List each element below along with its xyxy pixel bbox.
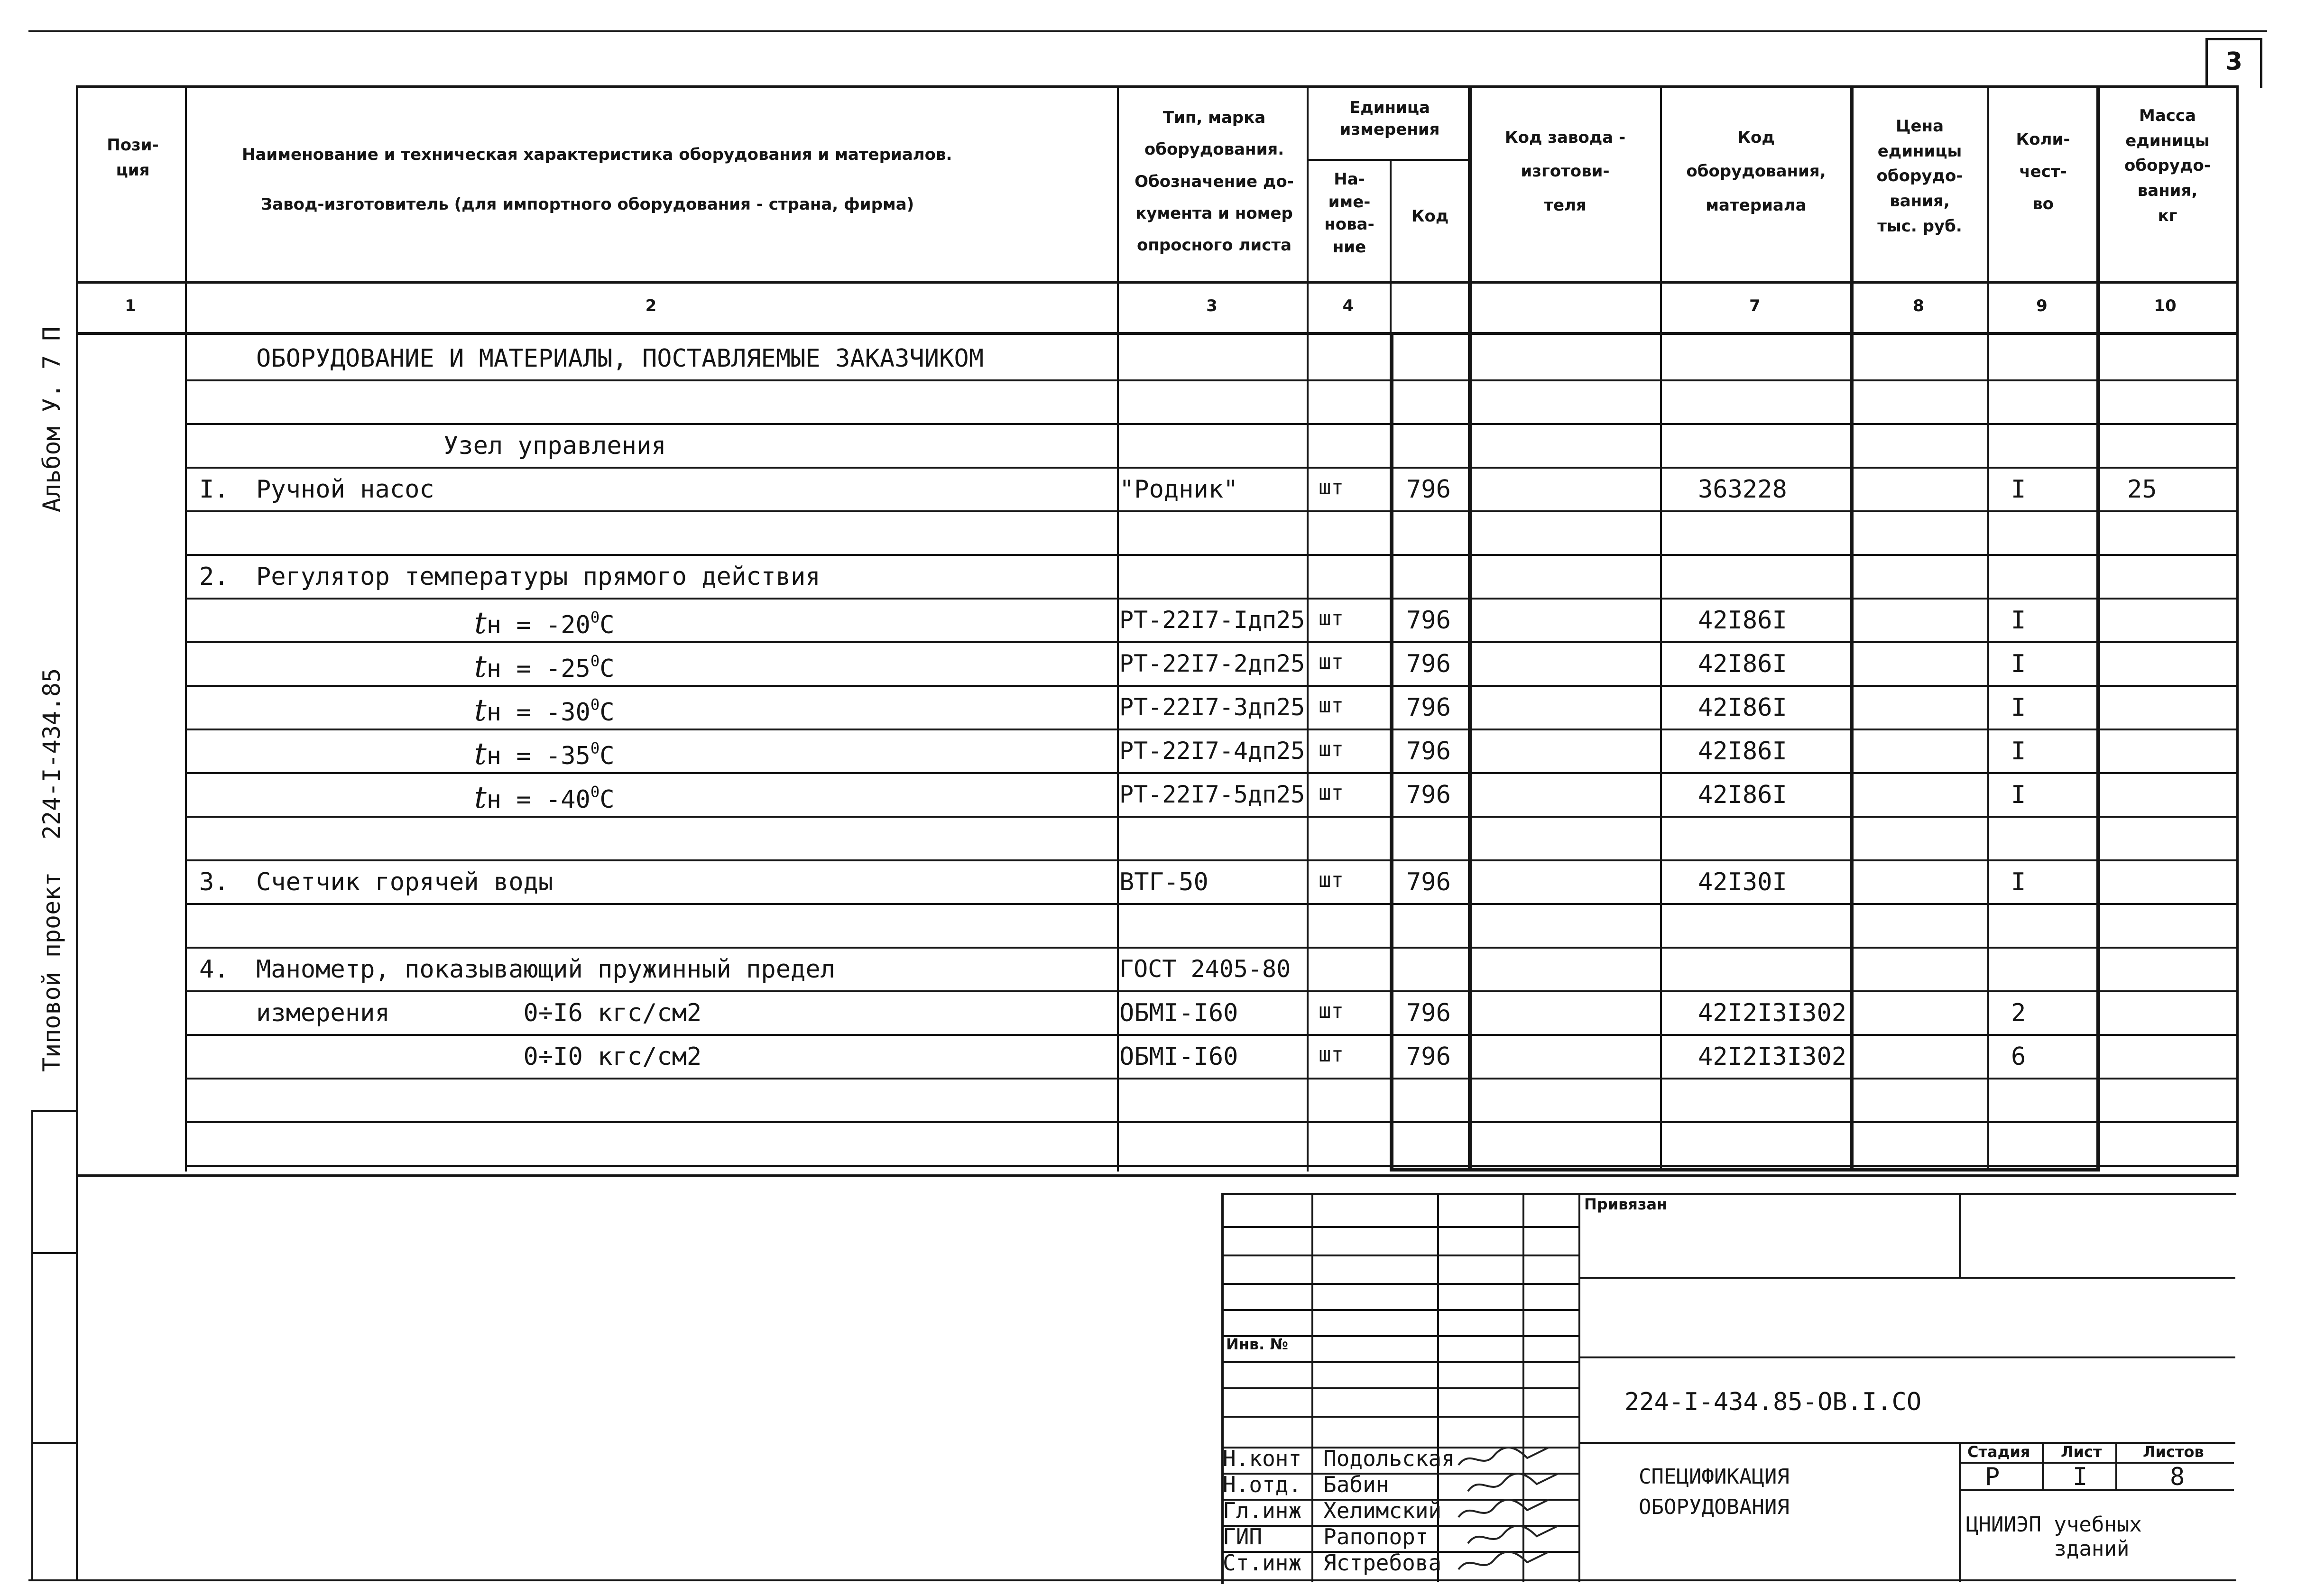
binding-strip-right bbox=[76, 1110, 78, 1579]
cell-unit: шт bbox=[1319, 781, 1344, 805]
col-divider-1 bbox=[185, 85, 187, 1172]
stamp-grid-row bbox=[1221, 1309, 1579, 1311]
page-bottom-rule bbox=[28, 1579, 2236, 1581]
table-row-rule bbox=[185, 510, 2236, 512]
signature-icon bbox=[1456, 1548, 1551, 1577]
cell-name: Счетчик горячей воды bbox=[256, 868, 553, 896]
colnum-bottom-rule bbox=[76, 332, 2236, 335]
stamp-divider-main bbox=[1578, 1193, 1580, 1582]
stamp-grid-row bbox=[1221, 1226, 1579, 1228]
cell-equip-code: 42I86I bbox=[1698, 737, 1787, 766]
side-typical: Типовой проект bbox=[38, 872, 65, 1072]
colnum-1: 1 bbox=[125, 296, 136, 315]
stamp-stage: Р bbox=[1985, 1463, 2000, 1491]
cell-name: Узел управления bbox=[443, 432, 666, 460]
cell-equip-code: 363228 bbox=[1698, 475, 1787, 504]
stamp-doc-code: 224-I-434.85-ОВ.I.СО bbox=[1624, 1388, 1922, 1416]
signer-role: Ст.инж bbox=[1223, 1550, 1302, 1576]
header-unit-name: На- име- нова- ние bbox=[1324, 170, 1375, 257]
signer-name: Хелимский bbox=[1323, 1498, 1442, 1523]
body-bottom-thick bbox=[1390, 1168, 2100, 1172]
sheet-number: 3 bbox=[2225, 47, 2243, 76]
signer-role: ГИП bbox=[1223, 1524, 1263, 1550]
cell-code: 796 bbox=[1406, 781, 1451, 809]
cell-name: Манометр, показывающий пружинный предел bbox=[256, 955, 835, 984]
colnum-2: 2 bbox=[645, 296, 657, 315]
table-row-rule bbox=[185, 903, 2236, 905]
stamp-divider-privyazan bbox=[1959, 1193, 1961, 1278]
stamp-grid-row bbox=[1221, 1387, 1579, 1389]
cell-qty: I bbox=[2011, 475, 2026, 504]
cell-equip-code: 42I30I bbox=[1698, 868, 1787, 896]
cell-name: tн = $-35^0С$ bbox=[474, 737, 615, 772]
binding-strip-left bbox=[31, 1110, 33, 1579]
cell-name: tн = $-30^0С$ bbox=[474, 693, 615, 728]
cell-mass: 25 bbox=[2127, 475, 2157, 504]
colnum-4: 4 bbox=[1342, 296, 1354, 315]
cell-name: tн = $-20^0С$ bbox=[474, 606, 615, 641]
cell-qty: 6 bbox=[2011, 1042, 2026, 1071]
signer-role: Н.отд. bbox=[1223, 1472, 1302, 1497]
cell-type: РТ-22I7-2дп25 bbox=[1119, 650, 1305, 677]
cell-code: 796 bbox=[1406, 475, 1451, 504]
cell-code: 796 bbox=[1406, 868, 1451, 896]
colnum-10: 10 bbox=[2154, 296, 2177, 315]
cell-unit: шт bbox=[1319, 868, 1344, 892]
binding-strip-line-2 bbox=[31, 1252, 78, 1254]
cell-code: 796 bbox=[1406, 999, 1451, 1027]
col-divider-7 bbox=[1850, 85, 1854, 1172]
signer-role: Гл.инж bbox=[1223, 1498, 1302, 1523]
stamp-rule-stage bbox=[1959, 1462, 2234, 1464]
cell-equip-code: 42I86I bbox=[1698, 693, 1787, 722]
signer-name: Бабин bbox=[1323, 1472, 1389, 1497]
stamp-sheets: 8 bbox=[2170, 1463, 2185, 1491]
cell-name: Регулятор температуры прямого действия bbox=[256, 563, 821, 591]
stamp-rule-1 bbox=[1578, 1277, 2235, 1279]
page-top-rule bbox=[28, 30, 2267, 32]
cell-unit: шт bbox=[1319, 1042, 1344, 1067]
table-row-rule bbox=[185, 598, 2236, 600]
cell-type: РТ-22I7-4дп25 bbox=[1119, 737, 1305, 765]
header-bottom-rule bbox=[76, 281, 2236, 284]
cell-code: 796 bbox=[1406, 1042, 1451, 1071]
cell-type: РТ-22I7-Iдп25 bbox=[1119, 606, 1305, 634]
header-name-line2: Завод-изготовитель (для импортного оборудования - страна, фирма) bbox=[261, 195, 914, 214]
cell-qty: I bbox=[2011, 781, 2026, 809]
table-row-rule bbox=[185, 467, 2236, 469]
cell-code: 796 bbox=[1406, 693, 1451, 722]
cell-equip-code: 42I2I3I302 bbox=[1698, 999, 1847, 1027]
cell-code: 796 bbox=[1406, 737, 1451, 766]
stamp-stage-label: Стадия bbox=[1967, 1443, 2030, 1461]
colnum-9: 9 bbox=[2036, 296, 2048, 315]
table-row-rule bbox=[185, 1121, 2236, 1123]
signature-icon bbox=[1466, 1522, 1560, 1550]
cell-unit: шт bbox=[1319, 999, 1344, 1023]
cell-unit: шт bbox=[1319, 650, 1344, 674]
signer-role: Н.конт bbox=[1223, 1446, 1302, 1471]
table-row-rule bbox=[185, 859, 2236, 861]
header-unit: Единица измерения bbox=[1339, 98, 1440, 139]
stamp-divider-stage bbox=[2042, 1442, 2044, 1489]
cell-qty: I bbox=[2011, 693, 2026, 722]
signer-name: Подольская bbox=[1323, 1446, 1455, 1471]
signature-icon bbox=[1456, 1496, 1551, 1524]
cell-name: 0÷I0 кгс/см2 bbox=[256, 1042, 702, 1071]
col-divider-5b bbox=[1390, 332, 1393, 1172]
table-row-rule bbox=[185, 1078, 2236, 1079]
table-row-rule bbox=[185, 379, 2236, 381]
header-factory-code: Код завода - изготови- теля bbox=[1504, 128, 1626, 215]
colnum-3: 3 bbox=[1206, 296, 1218, 315]
cell-unit: шт bbox=[1319, 475, 1344, 499]
cell-code: 796 bbox=[1406, 606, 1451, 635]
cell-equip-code: 42I86I bbox=[1698, 606, 1787, 635]
table-row-rule bbox=[185, 1165, 2236, 1167]
col-divider-5 bbox=[1468, 85, 1472, 1172]
table-row-rule bbox=[185, 947, 2236, 949]
stamp-sheet-label: Лист bbox=[2061, 1443, 2102, 1461]
stamp-title: СПЕЦИФИКАЦИЯ ОБОРУДОВАНИЯ bbox=[1639, 1465, 1790, 1519]
cell-pos: 4. bbox=[199, 955, 229, 984]
header-name-line1: Наименование и техническая характеристика оборудования и материалов. bbox=[242, 145, 952, 164]
colnum-7: 7 bbox=[1749, 296, 1761, 315]
cell-unit: шт bbox=[1319, 606, 1344, 630]
signer-name: Рапопорт bbox=[1323, 1524, 1429, 1550]
cell-name: Ручной насос bbox=[256, 475, 434, 504]
cell-type: РТ-22I7-3дп25 bbox=[1119, 693, 1305, 721]
header-quantity: Коли- чест- во bbox=[2016, 130, 2070, 213]
table-row-rule bbox=[185, 990, 2236, 992]
stamp-rule-2 bbox=[1578, 1356, 2235, 1358]
table-row-rule bbox=[185, 554, 2236, 556]
signature-icon bbox=[1456, 1444, 1551, 1472]
colnum-8: 8 bbox=[1913, 296, 1924, 315]
signature-icon bbox=[1466, 1470, 1560, 1498]
stamp-divider-sheet bbox=[2115, 1442, 2117, 1489]
col-divider-2 bbox=[1117, 85, 1119, 1172]
cell-equip-code: 42I86I bbox=[1698, 781, 1787, 809]
table-row-rule bbox=[185, 1034, 2236, 1036]
cell-type: "Родник" bbox=[1119, 475, 1238, 504]
table-row-rule bbox=[185, 423, 2236, 425]
cell-name: tн = $-40^0С$ bbox=[474, 780, 615, 815]
stamp-grid-row bbox=[1221, 1361, 1579, 1363]
binding-strip-line-1 bbox=[31, 1110, 78, 1112]
col-divider-6 bbox=[1660, 85, 1662, 1172]
cell-code: 796 bbox=[1406, 650, 1451, 678]
table-row-rule bbox=[185, 641, 2236, 643]
side-project-code: 224-I-434.85 bbox=[38, 668, 65, 840]
header-unit-code: Код bbox=[1411, 207, 1449, 226]
header-price: Цена единицы оборудо- вания, тыс. руб. bbox=[1876, 117, 1963, 236]
header-mass: Масса единицы оборудо- вания, кг bbox=[2124, 106, 2211, 225]
stamp-inv-no: Инв. № bbox=[1226, 1335, 1288, 1353]
stamp-rule-stage-2 bbox=[1959, 1489, 2234, 1491]
binding-strip-line-3 bbox=[31, 1442, 78, 1444]
cell-equip-code: 42I2I3I302 bbox=[1698, 1042, 1847, 1071]
table-row-rule bbox=[185, 729, 2236, 730]
header-type: Тип, марка оборудования. Обозначение до- кумента и номер опросного листа bbox=[1135, 108, 1294, 255]
table-row-rule bbox=[185, 816, 2236, 818]
header-equipment-code: Код оборудования, материала bbox=[1686, 128, 1826, 215]
cell-qty: I bbox=[2011, 737, 2026, 766]
stamp-grid-row bbox=[1221, 1283, 1579, 1285]
cell-type: ОБМI-I60 bbox=[1119, 1042, 1238, 1071]
table-row-rule bbox=[185, 685, 2236, 687]
cell-unit: шт bbox=[1319, 693, 1344, 718]
cell-type: ОБМI-I60 bbox=[1119, 999, 1238, 1027]
col-divider-9 bbox=[2096, 85, 2100, 1172]
cell-qty: 2 bbox=[2011, 999, 2026, 1027]
cell-pos: 2. bbox=[199, 563, 229, 591]
cell-name: ОБОРУДОВАНИЕ И МАТЕРИАЛЫ, ПОСТАВЛЯЕМЫЕ ЗАКАЗЧИКОМ bbox=[256, 344, 984, 373]
cell-type: ВТГ-50 bbox=[1119, 868, 1208, 896]
stamp-sheets-label: Листов bbox=[2143, 1443, 2204, 1461]
cell-qty: I bbox=[2011, 868, 2026, 896]
cell-unit: шт bbox=[1319, 737, 1344, 761]
cell-pos: I. bbox=[199, 475, 229, 504]
cell-pos: 3. bbox=[199, 868, 229, 896]
stamp-privyazan: Привязан bbox=[1584, 1195, 1668, 1213]
stamp-sheet: I bbox=[2073, 1463, 2088, 1491]
cell-qty: I bbox=[2011, 606, 2026, 635]
col-divider-3 bbox=[1307, 85, 1309, 1172]
cell-type: ГОСТ 2405-80 bbox=[1119, 955, 1291, 983]
stamp-grid-row bbox=[1221, 1255, 1579, 1256]
col-divider-8 bbox=[1987, 85, 1989, 1172]
cell-name: измерения 0÷I6 кгс/см2 bbox=[256, 999, 702, 1027]
stamp-rule-3 bbox=[1578, 1442, 2235, 1444]
cell-type: РТ-22I7-5дп25 bbox=[1119, 781, 1305, 808]
header-position: Пози- ция bbox=[107, 136, 159, 180]
signer-name: Ястребова bbox=[1323, 1550, 1442, 1576]
cell-qty: I bbox=[2011, 650, 2026, 678]
table-row-rule bbox=[185, 772, 2236, 774]
side-album: Альбом У. 7 П bbox=[38, 326, 65, 512]
cell-name: tн = $-25^0С$ bbox=[474, 649, 615, 684]
stamp-org: ЦНИИЭП учебных зданий bbox=[1966, 1513, 2142, 1561]
cell-equip-code: 42I86I bbox=[1698, 650, 1787, 678]
stamp-grid-row bbox=[1221, 1416, 1579, 1418]
unit-header-rule bbox=[1307, 159, 1468, 161]
